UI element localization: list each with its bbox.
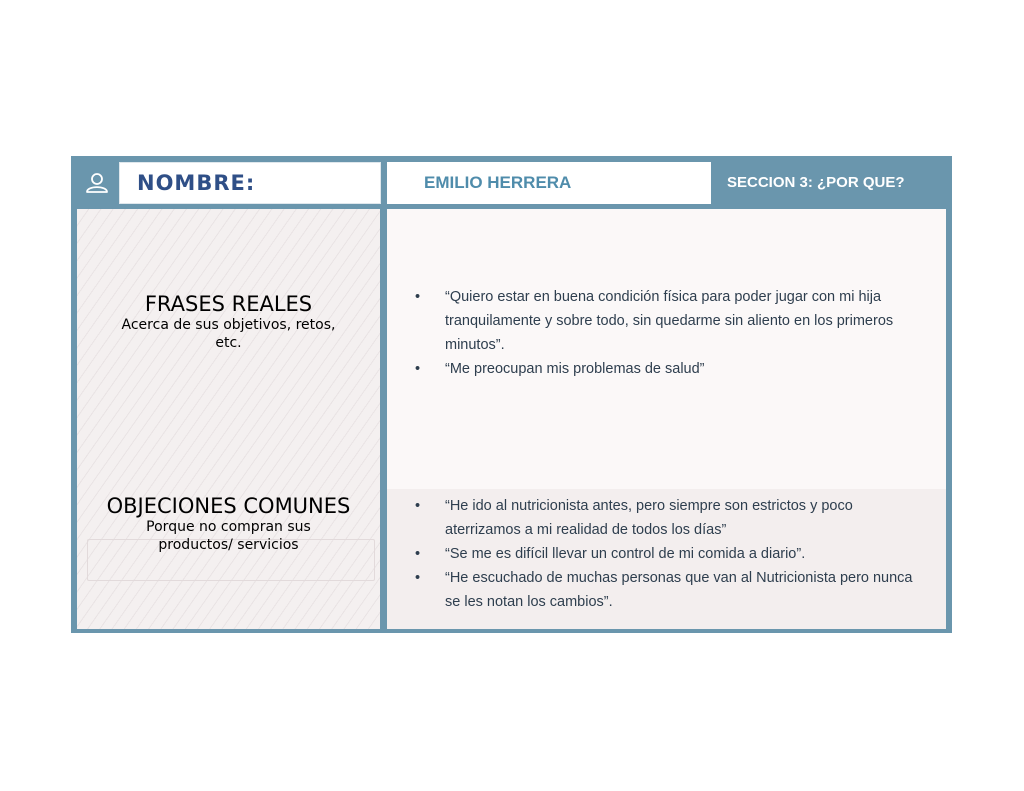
name-value: EMILIO HERRERA: [424, 173, 572, 192]
list-item-text: “He ido al nutricionista antes, pero siempre son estrictos y poco aterrizamos a mi realidad de todos los días”: [445, 498, 853, 538]
list-item: [415, 494, 925, 542]
frases-heading: [77, 292, 380, 352]
section-title: SECCION 3: ¿POR QUE?: [727, 174, 905, 191]
list-item: [415, 542, 925, 566]
name-value-box: [387, 162, 711, 204]
left-panel: [77, 209, 380, 629]
list-item: [415, 285, 925, 357]
bullet: •: [415, 498, 421, 514]
bullet: •: [415, 570, 421, 586]
list-item-text: “Se me es difícil llevar un control de mi comida a diario”.: [445, 546, 806, 562]
objeciones-heading: [77, 494, 380, 554]
right-panel: [387, 209, 946, 629]
frases-subtitle: Acerca de sus objetivos, retos, etc.: [121, 317, 336, 351]
frases-list: [415, 285, 925, 381]
objeciones-subtitle: Porque no compran sus productos/ servicios: [146, 519, 311, 553]
user-icon: [84, 170, 110, 196]
list-item-text: “Quiero estar en buena condición física para poder jugar con mi hija tranquilamente y sobre todo, sin quedarme sin aliento en los primeros minutos”.: [445, 289, 894, 353]
list-item: [415, 357, 925, 381]
list-item-text: “He escuchado de muchas personas que van al Nutricionista pero nunca se les notan los cambios”.: [445, 570, 913, 610]
bullet: •: [415, 361, 421, 377]
list-item: [415, 566, 925, 614]
list-item-text: “Me preocupan mis problemas de salud”: [445, 361, 705, 377]
objeciones-title: OBJECIONES COMUNES: [106, 494, 351, 518]
name-label: NOMBRE:: [137, 171, 256, 195]
bullet: •: [415, 546, 421, 562]
name-label-box: [119, 162, 381, 204]
objeciones-list: [415, 494, 925, 614]
frases-title: FRASES REALES: [144, 292, 313, 316]
bullet: •: [415, 289, 421, 305]
